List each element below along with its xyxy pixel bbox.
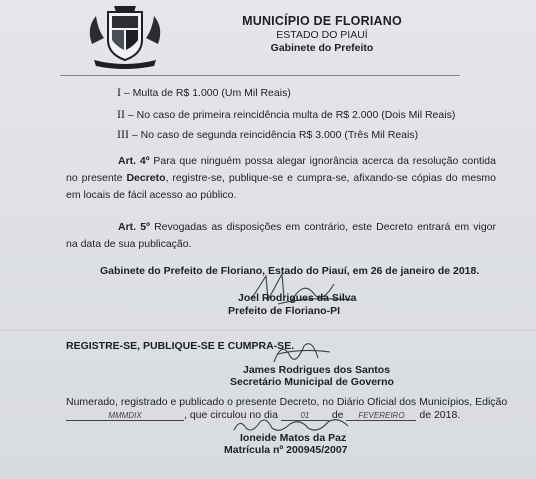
header-divider bbox=[60, 75, 460, 76]
penalty-text: – No caso de segunda reincidência R$ 3.000 (Três Mil Reais) bbox=[131, 129, 419, 141]
article-5-label: Art. 5º bbox=[118, 221, 150, 233]
municipality-title: MUNICÍPIO DE FLORIANO bbox=[242, 14, 402, 28]
mayor-title: Prefeito de Floriano-PI bbox=[228, 305, 341, 317]
article-5-text: Revogadas as disposições em contrário, este Decreto entrará em vigor na data de sua publicação. bbox=[66, 221, 496, 250]
penalty-item bbox=[117, 127, 418, 142]
publication-month: FEVEREIRO bbox=[346, 411, 416, 421]
article-4-text-a: Para que ninguém possa alegar ignorância acerca da resolução contida no presente bbox=[66, 155, 496, 184]
penalty-item bbox=[117, 107, 455, 122]
secretary-name: James Rodrigues dos Santos bbox=[243, 364, 391, 376]
penalty-numeral: III bbox=[117, 127, 129, 141]
clerk-name: Ioneide Matos da Paz bbox=[240, 432, 347, 444]
register-line: REGISTRE-SE, PUBLIQUE-SE E CUMPRA-SE. bbox=[66, 340, 295, 352]
publication-de: de bbox=[331, 409, 344, 421]
clerk-registration: Matrícula nº 200945/2007 bbox=[224, 444, 348, 456]
municipal-coat-of-arms-icon bbox=[84, 4, 166, 70]
publication-middle: , que circulou no dia bbox=[184, 409, 278, 421]
publication-year: de 2018. bbox=[419, 409, 461, 421]
closing-line: Gabinete do Prefeito de Floriano, Estado do Piauí, em 26 de janeiro de 2018. bbox=[100, 265, 480, 277]
office-title: Gabinete do Prefeito bbox=[270, 42, 374, 54]
state-title: ESTADO DO PIAUÍ bbox=[276, 29, 368, 41]
article-4-label: Art. 4º bbox=[118, 155, 150, 167]
paper-fold bbox=[0, 330, 536, 331]
article-4-text-b: , registre-se, publique-se e cumpra-se, afixando-se cópias do mesmo em locais de fácil acesso ao público. bbox=[66, 172, 496, 201]
article-4 bbox=[66, 153, 496, 204]
penalty-text: – No caso de primeira reincidência multa de R$ 2.000 (Dois Mil Reais) bbox=[127, 109, 456, 121]
article-5 bbox=[66, 219, 496, 253]
letterhead bbox=[222, 14, 422, 54]
mayor-name: Joel Rodrigues da Silva bbox=[238, 292, 357, 304]
penalty-numeral: II bbox=[117, 107, 125, 121]
publication-day: 01 bbox=[281, 411, 329, 421]
publication-line-1: Numerado, registrado e publicado o presente Decreto, no Diário Oficial dos Municípios, Edição bbox=[66, 396, 508, 408]
penalty-item bbox=[117, 85, 291, 100]
edition-number: MMMDIX bbox=[66, 411, 184, 421]
article-4-decree-word: Decreto bbox=[126, 172, 166, 184]
penalty-numeral: I bbox=[117, 85, 121, 99]
penalty-text: – Multa de R$ 1.000 (Um Mil Reais) bbox=[123, 87, 291, 99]
secretary-title: Secretário Municipal de Governo bbox=[230, 376, 394, 388]
